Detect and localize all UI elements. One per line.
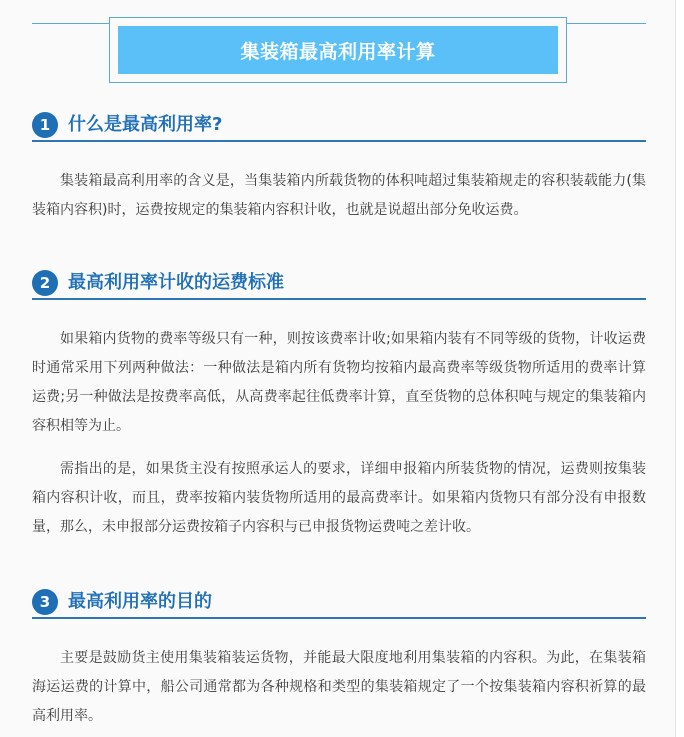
section-heading-3: 最高利用率的目的 bbox=[68, 591, 212, 612]
section-2-paragraph-2: 需指出的是，如果货主没有按照承运人的要求，详细申报箱内所装货物的情况，运费则按集装箱内容积计收，而且，费率按箱内装货物所适用的最高费率计。如果箱内货物只有部分没有申报数量，那么，未申报部分运费按箱子内容积与已申报货物运费吨之差计收。 bbox=[32, 461, 646, 535]
section-header-2 bbox=[32, 270, 646, 300]
section-number-badge-2: 2 bbox=[32, 270, 58, 296]
section-heading-2: 最高利用率计收的运费标准 bbox=[68, 272, 284, 293]
page-title: 集装箱最高利用率计算 bbox=[240, 40, 436, 63]
section-heading-1: 什么是最高利用率? bbox=[68, 114, 223, 135]
section-2-paragraph-1: 如果箱内货物的费率等级只有一种，则按该费率计收;如果箱内装有不同等级的货物，计收运费时通常采用下列两种做法：一种做法是箱内所有货物均按箱内最高费率等级货物所适用的费率计算运费;另一种做法是按费率高低，从高费率起往低费率计算，直至货物的总体积吨与规定的集装箱内容积相等为止。 bbox=[32, 331, 646, 434]
title-frame bbox=[109, 17, 567, 83]
section-3-paragraph-1: 主要是鼓励货主使用集装箱装运货物，并能最大限度地利用集装箱的内容积。为此，在集装箱海运运费的计算中，船公司通常都为各种规格和类型的集装箱规定了一个按集装箱内容积祈算的最高利用率。 bbox=[32, 650, 646, 724]
section-header-3 bbox=[32, 589, 646, 619]
section-1-paragraph-1: 集装箱最高利用率的含义是，当集装箱内所载货物的体积吨超过集装箱规走的容积装载能力(集装箱内容积)时，运费按规定的集装箱内容积计收，也就是说超出部分免收运费。 bbox=[32, 173, 646, 218]
section-number-badge-3: 3 bbox=[32, 589, 58, 615]
section-number-badge-1: 1 bbox=[32, 112, 58, 138]
title-banner bbox=[118, 26, 558, 74]
section-header-1 bbox=[32, 112, 646, 142]
